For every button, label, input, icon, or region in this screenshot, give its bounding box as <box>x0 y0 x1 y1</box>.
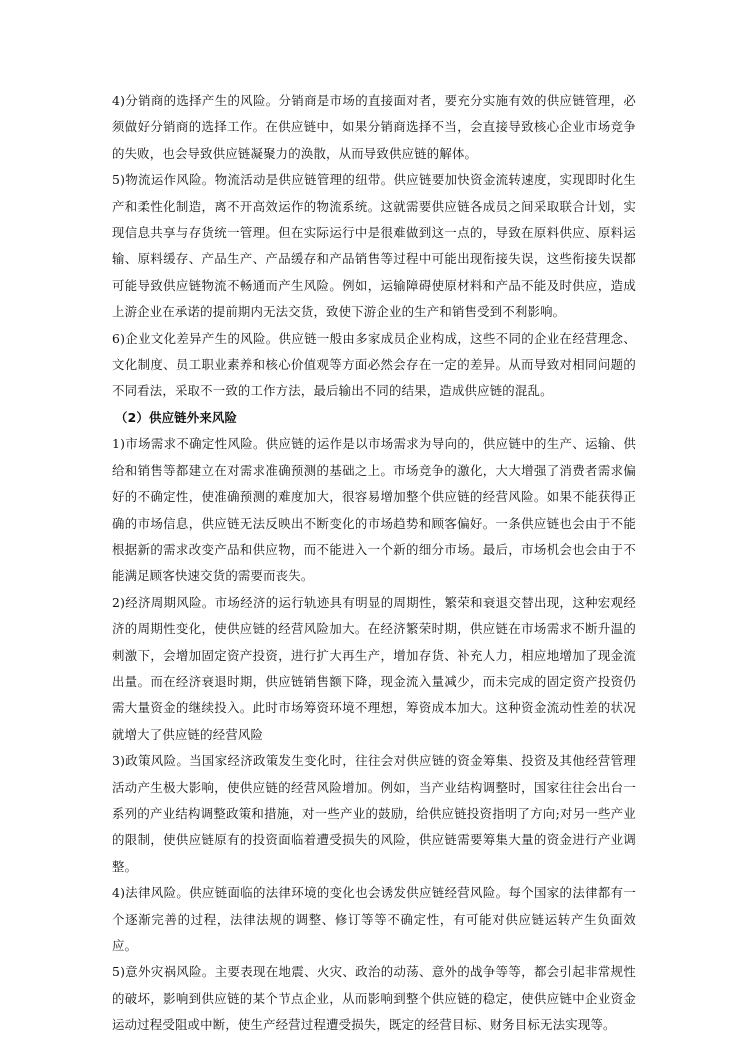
paragraph-economic-cycle-risk: 2)经济周期风险。市场经济的运行轨迹具有明显的周期性，繁荣和衰退交替出现，这种宏观经济的周期性变化，使供应链的经营风险加大。在经济繁荣时期，供应链在市场需求不断升温的刺激下，会增加固定资产投资，进行扩大再生产，增加存货、补充人力，相应地增加了现金流出量。而在经济衰退时期，供应链销售额下降，现金流入量减少，而未完成的固定资产投资仍需大量资金的继续投入。此时市场筹资环境不理想，筹资成本加大。这种资金流动性差的状况就增大了供应链的经营风险 <box>112 594 636 742</box>
paragraph-legal-risk: 4)法律风险。供应链面临的法律环境的变化也会诱发供应链经营风险。每个国家的法律都有一个逐渐完善的过程，法律法规的调整、修订等等不确定性，有可能对供应链运转产生负面效应。 <box>112 885 636 953</box>
paragraph-market-demand-risk: 1)市场需求不确定性风险。供应链的运作是以市场需求为导向的，供应链中的生产、运输、供给和销售等都建立在对需求准确预测的基础之上。市场竞争的激化，大大增强了消费者需求偏好的不确定性，使准确预测的难度加大，很容易增加整个供应链的经营风险。如果不能获得正确的市场信息，供应链无法反映出不断变化的市场趋势和顾客偏好。一条供应链也会由于不能根据新的需求改变产品和供应物，而不能进入一个新的细分市场。最后，市场机会也会由于不能满足顾客快速交货的需要而丧失。 <box>112 436 636 584</box>
section-heading-external-risk: （2）供应链外来风险 <box>115 409 238 425</box>
paragraph-logistics-risk: 5)物流运作风险。物流活动是供应链管理的纽带。供应链要加快资金流转速度，实现即时化生产和柔性化制造，离不开高效运作的物流系统。这就需要供应链各成员之间采取联合计划，实现信息共享与存货统一管理。但在实际运行中是很难做到这一点的，导致在原料供应、原料运输、原料缓存、产品生产、产品缓存和产品销售等过程中可能出现衔接失误，这些衔接失误都可能导致供应链物流不畅通而产生风险。例如，运输障碍使原材料和产品不能及时供应，造成上游企业在承诺的提前期内无法交货，致使下游企业的生产和销售受到不利影响。 <box>112 172 636 320</box>
document-page <box>112 88 636 1039</box>
paragraph-policy-risk: 3)政策风险。当国家经济政策发生变化时，往往会对供应链的资金筹集、投资及其他经营管理活动产生极大影响，使供应链的经营风险增加。例如，当产业结构调整时，国家往往会出台一系列的产业结构调整政策和措施，对一些产业的鼓励，给供应链投资指明了方向;对另一些产业的限制，使供应链原有的投资面临着遭受损失的风险，供应链需要筹集大量的资金进行产业调整。 <box>112 753 636 874</box>
paragraph-culture-risk: 6)企业文化差异产生的风险。供应链一般由多家成员企业构成，这些不同的企业在经营理念、文化制度、员工职业素养和核心价值观等方面必然会存在一定的差异。从而导致对相同问题的不同看法，采取不一致的工作方法，最后输出不同的结果，造成供应链的混乱。 <box>112 330 636 399</box>
paragraph-distributor-risk: 4)分销商的选择产生的风险。分销商是市场的直接面对者，要充分实施有效的供应链管理，必须做好分销商的选择工作。在供应链中，如果分销商选择不当，会直接导致核心企业市场竞争的失败，也会导致供应链凝聚力的涣散，从而导致供应链的解体。 <box>112 93 636 161</box>
paragraph-disaster-risk: 5)意外灾祸风险。主要表现在地震、火灾、政治的动荡、意外的战争等等，都会引起非常规性的破坏，影响到供应链的某个节点企业，从而影响到整个供应链的稳定，使供应链中企业资金运动过程受阻或中断，使生产经营过程遭受损失，既定的经营目标、财务目标无法实现等。 <box>112 964 636 1033</box>
